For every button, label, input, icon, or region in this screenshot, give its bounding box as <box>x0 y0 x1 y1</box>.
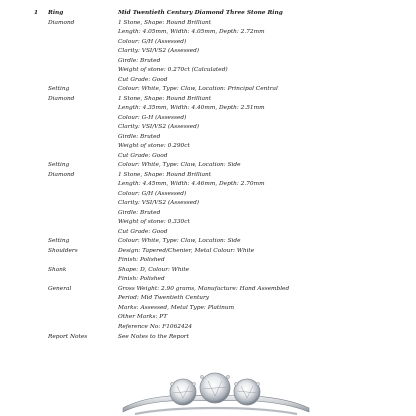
row-value: Colour: G/H (Assessed) <box>118 190 187 197</box>
row-label: Ring <box>48 10 64 16</box>
report-row-27 <box>0 267 416 277</box>
row-value: 1 Stone, Shape: Round Brilliant <box>118 95 212 102</box>
report-row-16 <box>0 162 416 172</box>
row-label: General <box>48 285 72 292</box>
row-value: Period: Mid Twentieth Century <box>118 295 210 301</box>
report-row-24 <box>0 238 416 248</box>
row-value: Cut Grade: Good <box>118 76 168 83</box>
row-label: Diamond <box>48 95 75 102</box>
report-row-20 <box>0 200 416 210</box>
row-value: Colour: G-H (Assessed) <box>118 114 187 121</box>
row-value: Weight of stone: 0.290ct <box>118 143 190 149</box>
row-value: Other Marks: PT <box>118 314 168 320</box>
report-row-9 <box>0 96 416 106</box>
row-label: Setting <box>48 86 70 92</box>
report-row-7 <box>0 77 416 87</box>
row-value: Length: 4.45mm, Width: 4.46mm, Depth: 2.70mm <box>118 181 265 187</box>
report-row-23 <box>0 229 416 239</box>
diamond-left <box>170 379 196 405</box>
row-value: Girdle: Bruted <box>118 133 161 140</box>
row-label: Shoulders <box>48 247 78 254</box>
report-row-12 <box>0 124 416 134</box>
row-value: Cut Grade: Good <box>118 152 168 159</box>
report-row-14 <box>0 143 416 153</box>
report-row-1 <box>0 20 416 30</box>
row-value: Cut Grade: Good <box>118 228 168 235</box>
row-label: Setting <box>48 238 70 244</box>
row-value: Reference No: F1062424 <box>118 323 193 330</box>
row-value: 1 Stone, Shape: Round Brilliant <box>118 19 212 26</box>
row-label: Setting <box>48 162 70 168</box>
report-row-19 <box>0 191 416 201</box>
row-value: Girdle: Bruted <box>118 57 161 64</box>
row-value: Marks: Assessed, Metal Type: Platinum <box>118 304 235 311</box>
report-row-26 <box>0 257 416 267</box>
report-row-21 <box>0 210 416 220</box>
row-label: Diamond <box>48 171 75 178</box>
report-row-10 <box>0 105 416 115</box>
report-row-11 <box>0 115 416 125</box>
report-row-0 <box>0 10 416 20</box>
report-row-25 <box>0 248 416 258</box>
three-stone-ring-icon <box>115 346 315 416</box>
ring-band-back <box>135 408 297 414</box>
report-row-30 <box>0 295 416 305</box>
report-row-17 <box>0 172 416 182</box>
report-row-15 <box>0 153 416 163</box>
item-number: 1 <box>34 10 39 16</box>
row-value: Design: Tapered/Chenier, Metal Colour: White <box>118 247 255 254</box>
report-row-32 <box>0 314 416 324</box>
row-value: Clarity: VSI/VS2 (Assessed) <box>118 200 200 206</box>
row-value: Gross Weight: 2.90 grams, Manufacture: Hand Assembled <box>118 285 290 292</box>
row-value: Clarity: VSI/VS2 (Assessed) <box>118 48 200 54</box>
report-row-34 <box>0 334 416 344</box>
report-row-13 <box>0 134 416 144</box>
report-row-6 <box>0 67 416 77</box>
row-value: Colour: White, Type: Claw, Location: Side <box>118 238 241 244</box>
row-value: Length: 4.05mm, Width: 4.05mm, Depth: 2.72mm <box>118 29 265 35</box>
diamond-right <box>234 379 260 405</box>
row-value: Finish: Polished <box>118 257 165 263</box>
row-value: Girdle: Bruted <box>118 209 161 216</box>
report-row-29 <box>0 286 416 296</box>
row-label: Shank <box>48 266 67 273</box>
report-row-22 <box>0 219 416 229</box>
row-value: Colour: White, Type: Claw, Location: Side <box>118 162 241 168</box>
report-row-33 <box>0 324 416 334</box>
row-value: Clarity: VSI/VS2 (Assessed) <box>118 124 200 130</box>
report-row-2 <box>0 29 416 39</box>
row-value: Finish: Polished <box>118 276 165 282</box>
row-value: Weight of stone: 0.270ct (Calculated) <box>118 67 228 73</box>
report-row-18 <box>0 181 416 191</box>
row-value: Shape: D, Colour: White <box>118 266 190 273</box>
row-value: Length: 4.35mm, Width: 4.40mm, Depth: 2.51mm <box>118 105 265 111</box>
report-row-4 <box>0 48 416 58</box>
row-value: See Notes to the Report <box>118 334 189 340</box>
row-value: 1 Stone, Shape: Round Brilliant <box>118 171 212 178</box>
report-row-3 <box>0 39 416 49</box>
report-row-31 <box>0 305 416 315</box>
report-row-28 <box>0 276 416 286</box>
report-row-8 <box>0 86 416 96</box>
row-value: Colour: G/H (Assessed) <box>118 38 187 45</box>
row-label: Report Notes <box>48 334 88 340</box>
row-value: Weight of stone: 0.330ct <box>118 219 190 225</box>
row-value: Colour: White, Type: Claw, Location: Principal Central <box>118 86 278 92</box>
row-label: Diamond <box>48 19 75 26</box>
diamond-center <box>200 373 230 403</box>
report-row-5 <box>0 58 416 68</box>
row-value: Mid Twentieth Century Diamond Three Stone Ring <box>118 10 283 16</box>
